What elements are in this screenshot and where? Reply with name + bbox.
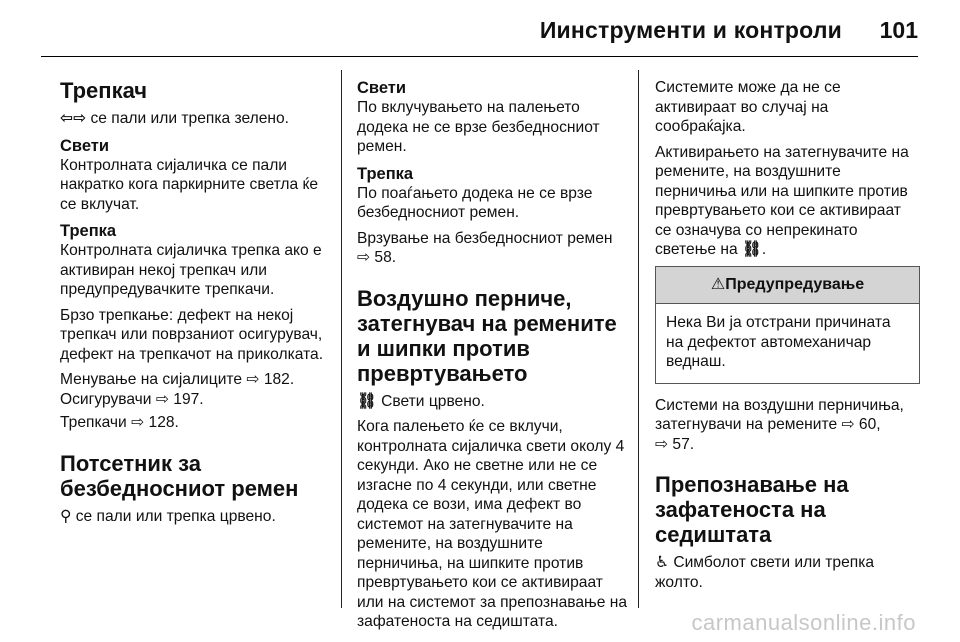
watermark: carmanualsonline.info	[691, 610, 916, 635]
warning-header: ⚠Предупредување	[656, 267, 919, 305]
column-divider-2	[638, 70, 639, 608]
trailer-text: ⇦⇨ се пали или трепка зелено.	[60, 110, 290, 127]
header-divider	[41, 56, 918, 57]
airbag-lead: ⛓ Свети црвено.	[357, 392, 485, 410]
flashes-text: Контролната сијаличка трепка ако е активиран некој трепкач или предупредувачките трепкачи.	[60, 242, 322, 298]
column-divider-1	[341, 70, 342, 608]
section-heading-seatbelt: Потсетник за безбедносниот ремен	[60, 450, 299, 501]
fast-flashing-text: Брзо трепкање: дефект на некој трепкач или поврзаниот осигурувач, дефект на трепкачот на приколката.	[60, 306, 324, 363]
seatbelt-text: ⚲ се пали или трепка црвено.	[60, 507, 276, 525]
lights-text-2: По вклучувањето на палењето додека не се врзе безбедносниот ремен.	[357, 99, 600, 155]
seatbelt-reminder-icon: ⚲	[60, 507, 72, 525]
activation-text: Активирањето на затегнувачите на ремените, на воздушните перничиња или на шипките против превртувањето кои се активираат се означува со непрекинато светење на ⛓.	[655, 143, 909, 258]
seat-occupancy-icon: ♿	[655, 554, 669, 571]
ref-turn-signals[interactable]: Трепкачи ⇨ 128.	[60, 413, 332, 433]
subheading-flashes-2: Трепка	[357, 164, 414, 183]
ref-fastening-belt[interactable]: Врзување на безбедносниот ремен ⇨ 58.	[357, 229, 631, 268]
column-1	[60, 78, 332, 608]
section-heading-seat-occupancy: Препознавање на зафатеноста на седиштата	[655, 472, 849, 547]
systems-text: Системите може да не се активираат во случај на сообраќајка.	[655, 79, 841, 135]
reference-arrow-icon	[246, 371, 259, 388]
reference-arrow-icon	[156, 391, 169, 408]
airbag-text: Кога палењето ќе се вклучи, контролната сијаличка свети околу 4 секунди. Ако не светне или не се изгасне по 4 секунди, или светне додека се вози, има дефект во системот на затегнувачите на ремените, на воздушните перничиња, на шипките против превртувањето кои се активираат или на системот за препознавање на зафатеноста на седиштата.	[357, 418, 627, 630]
column-3	[655, 78, 920, 608]
airbag-icon: ⛓	[357, 392, 377, 410]
subheading-lights: Свети	[60, 136, 110, 155]
ref-airbag-systems[interactable]: Системи на воздушни перничиња, затегнувачи на ремените ⇨ 60, ⇨ 57.	[655, 396, 920, 455]
page-header	[0, 0, 960, 58]
ref-bulbs[interactable]: Менување на сијалиците ⇨ 182.	[60, 371, 294, 388]
subheading-flashes: Трепка	[60, 222, 117, 240]
section-heading-airbag: Воздушно перниче, затегнувач на ремените и шипки против превртувањето	[357, 285, 617, 386]
warning-box	[655, 266, 920, 384]
flashes-text-2: По поаѓањето додека не се врзе безбедносниот ремен.	[357, 184, 593, 221]
turn-signal-arrows-icon: ⇦⇨	[60, 110, 87, 127]
lights-text: Контролната сијаличка се пали накратко кога паркирните светла ќе се вклучат.	[60, 156, 319, 213]
cross-references	[60, 370, 332, 409]
warning-triangle-icon: ⚠	[710, 275, 726, 293]
ref-fuses[interactable]: Осигурувачи ⇨ 197.	[60, 391, 204, 408]
reference-arrow-icon	[131, 414, 144, 431]
airbag-icon: ⛓	[742, 241, 762, 258]
page-number: 101	[879, 17, 918, 43]
subheading-lights-2: Свети	[357, 79, 407, 97]
column-2	[357, 78, 631, 630]
section-heading-trailer: Трепкач	[60, 78, 148, 103]
reference-arrow-icon	[357, 249, 370, 266]
warning-text: Нека Ви ја отстрани причината на дефектот автомеханичар веднаш.	[666, 314, 891, 370]
reference-arrow-icon	[841, 416, 854, 433]
seat-occupancy-text: ♿ Симболот свети или трепка жолто.	[655, 554, 875, 591]
reference-arrow-icon	[655, 436, 668, 453]
page-title: Иинструменти и контроли	[539, 17, 842, 43]
